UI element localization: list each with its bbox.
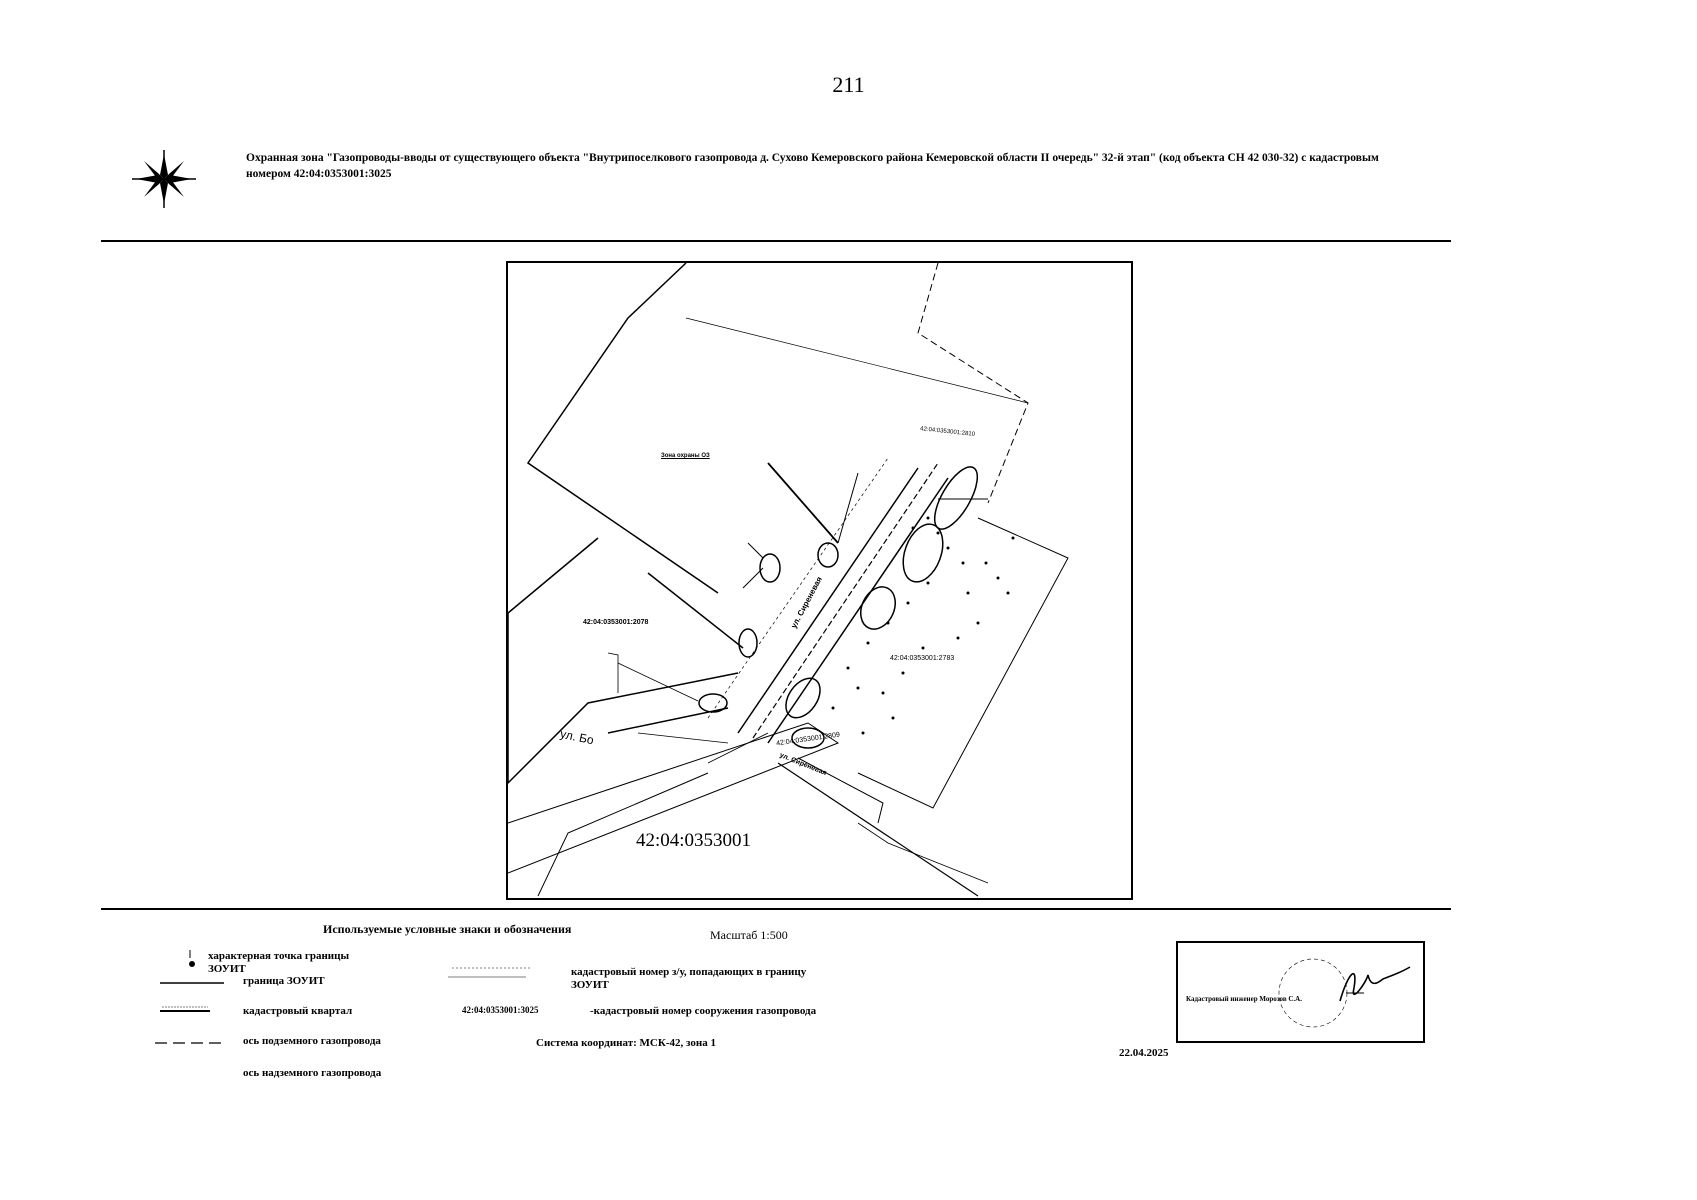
legend-structure-code: 42:04:0353001:3025 — [462, 1005, 539, 1015]
document-title: Охранная зона "Газопроводы-вводы от существующего объекта "Внутрипоселкового газопровода д. Сухово Кемеровского района Кемеровской области II очередь" 32-й этап" (код объекта СН 42 030-32) с кадастровым номером 42:04:0353001:3025 — [246, 152, 1379, 180]
leader-line — [638, 733, 728, 743]
leader-line — [708, 733, 768, 763]
legend-structure-label: -кадастровый номер сооружения газопровода — [590, 1005, 817, 1017]
gas-pipeline-edge-1 — [738, 468, 918, 733]
stamp-text: Кадастровый инженер Морозов С.А. — [1186, 995, 1302, 1003]
legend-point-label: характерная точка границы — [208, 950, 350, 962]
coordinate-system: Система координат: МСК-42, зона 1 — [536, 1037, 716, 1049]
parcel-label-2809: 42:04:0353001:2809 — [775, 731, 841, 748]
legend-title: Используемые условные знаки и обозначения — [323, 922, 572, 936]
top-cadastral-label: 42:04:0353001:2810 — [919, 426, 976, 438]
road-label-secondary: ул. Сиреневая — [778, 751, 828, 778]
gas-pipeline-axis — [753, 463, 938, 738]
leader-line — [748, 543, 763, 558]
road-label-main: ул. Сиреневая — [789, 575, 824, 630]
legend-point-label-2: ЗОУИТ — [208, 963, 246, 975]
leader-line — [648, 573, 743, 648]
leader-line — [838, 473, 858, 543]
protection-zone — [854, 581, 902, 634]
leader-line — [608, 708, 728, 733]
page-number: 211 — [832, 72, 865, 97]
legend-quarter-label: кадастровый квартал — [243, 1005, 353, 1017]
street-label: ул. Бо — [558, 726, 596, 748]
parcel-boundary-thin — [686, 318, 1028, 403]
parcel-boundary-upper — [528, 263, 718, 593]
legend-cadnum-label: кадастровый номер з/у, попадающих в границу ЗОУИТ — [571, 966, 807, 991]
top-divider — [101, 240, 1451, 242]
gas-pipeline-edge-2 — [768, 478, 948, 743]
parcel-outline-inner — [608, 653, 618, 693]
cadastral-quarter-label: 42:04:0353001 — [636, 830, 752, 851]
road-edge-5 — [858, 823, 988, 883]
road-edge-3 — [778, 763, 978, 896]
signature-stamp — [1176, 941, 1425, 1043]
document-date: 22.04.2025 — [1119, 1047, 1169, 1059]
scale-label: Масштаб 1:500 — [710, 928, 788, 942]
leader-line — [743, 568, 763, 588]
north-arrow-icon — [128, 148, 200, 210]
legend-boundary-label: граница ЗОУИТ — [243, 975, 325, 987]
parcel-boundary-2078 — [508, 538, 738, 783]
characteristic-points — [832, 517, 1015, 735]
legend-aboveground-label: ось надземного газопровода — [243, 1067, 382, 1079]
map-frame — [506, 261, 1133, 900]
signature-icon — [1178, 943, 1423, 1041]
protection-zone — [739, 629, 757, 657]
legend-underground-label: ось подземного газопровода — [243, 1035, 381, 1047]
parcel-label-2783: 42:04:0353001:2783 — [890, 655, 955, 662]
bottom-divider — [101, 908, 1451, 910]
parcel-label-2078: 42:04:0353001:2078 — [583, 619, 649, 626]
leader-line — [768, 463, 838, 543]
legend-point-icon — [189, 961, 195, 967]
zone-label: Зона охраны ОЗ — [661, 453, 710, 459]
